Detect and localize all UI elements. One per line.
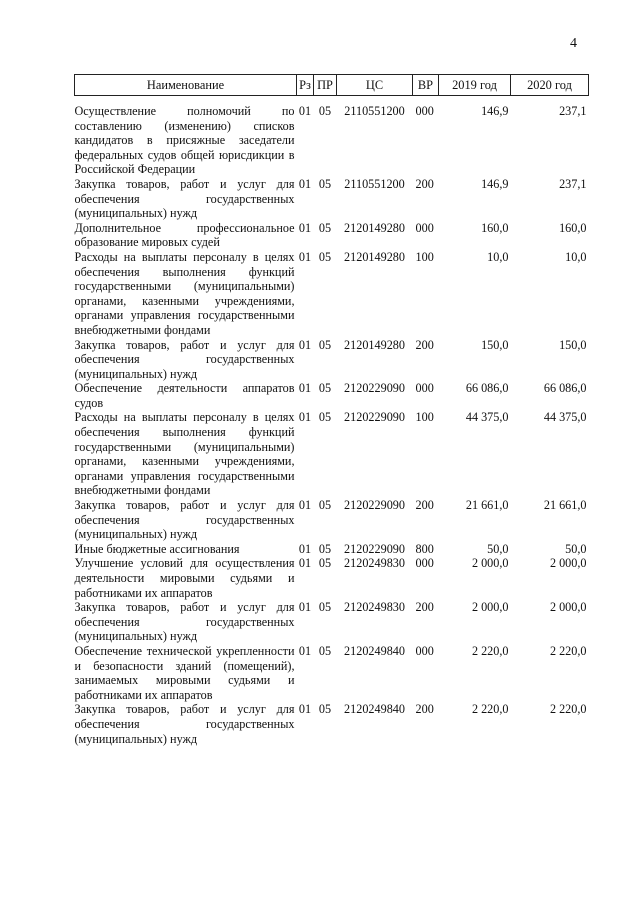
row-name: Закупка товаров, работ и услуг для обеспечения государственных (муниципальных) нужд: [74, 337, 295, 381]
row-2019: 146,9: [481, 104, 509, 118]
row-2019: 21 661,0: [465, 498, 509, 513]
row-rz: 01: [298, 220, 312, 235]
row-name: Расходы на выплаты персоналу в целях обеспечения выполнения функций государственными (муниципальными) органами, казенными учреждениями, органами управления государственными внебюджетными фондами: [74, 410, 295, 498]
row-2019: 2 000,0: [471, 600, 509, 615]
row-cs: 2120149280: [344, 337, 405, 352]
table-row: [75, 702, 589, 746]
row-rz: 01: [298, 541, 312, 556]
row-2020: 237,1: [559, 176, 587, 191]
row-rz: 01: [298, 556, 312, 571]
row-vr: 000: [415, 643, 434, 658]
row-2020: 160,0: [559, 220, 587, 235]
table-row: [75, 104, 589, 177]
row-cs: 2120149280: [344, 220, 405, 235]
row-2020: 10,0: [565, 249, 587, 264]
row-rz: 01: [298, 176, 312, 191]
row-name: Иные бюджетные ассигнования: [74, 541, 240, 556]
row-vr: 000: [415, 556, 434, 571]
row-rz: 01: [298, 249, 312, 264]
row-2020: 237,1: [559, 104, 587, 118]
row-cs: 2120149280: [344, 249, 405, 264]
row-cs: 2110551200: [344, 176, 405, 191]
row-name: Обеспечение деятельности аппаратов судов: [74, 381, 295, 410]
row-2020: 44 375,0: [543, 410, 587, 425]
table-body: [75, 96, 589, 747]
row-cs: 2120249830: [344, 600, 405, 615]
row-pr: 05: [318, 337, 332, 352]
row-name: Дополнительное профессиональное образование мировых судей: [74, 220, 295, 250]
row-pr: 05: [318, 381, 332, 396]
row-name: Закупка товаров, работ и услуг для обеспечения государственных (муниципальных) нужд: [74, 702, 295, 746]
row-cs: 2110551200: [344, 104, 405, 118]
row-vr: 000: [415, 381, 434, 396]
row-name: Расходы на выплаты персоналу в целях обеспечения выполнения функций государственными (муниципальными) органами, казенными учреждениями, органами управления государственными внебюджетными фондами: [74, 249, 295, 337]
row-2019: 50,0: [487, 541, 509, 556]
row-rz: 01: [298, 643, 312, 658]
row-pr: 05: [318, 410, 332, 425]
row-2019: 44 375,0: [465, 410, 509, 425]
header-cs: ЦС: [337, 75, 413, 96]
page-number: 4: [570, 36, 577, 51]
row-2019: 160,0: [481, 220, 509, 235]
row-2019: 146,9: [481, 176, 509, 191]
row-pr: 05: [318, 104, 332, 118]
row-cs: 2120229090: [344, 498, 405, 513]
row-vr: 000: [415, 220, 434, 235]
row-name: Закупка товаров, работ и услуг для обеспечения государственных (муниципальных) нужд: [74, 600, 295, 644]
row-vr: 200: [415, 498, 434, 513]
row-vr: 800: [415, 541, 434, 556]
row-rz: 01: [298, 104, 312, 118]
row-pr: 05: [318, 498, 332, 513]
row-2020: 50,0: [565, 541, 587, 556]
row-rz: 01: [298, 498, 312, 513]
row-name: Закупка товаров, работ и услуг для обеспечения государственных (муниципальных) нужд: [74, 176, 295, 221]
header-rz: Рз: [297, 75, 314, 96]
table-row: [75, 221, 589, 250]
row-2020: 150,0: [559, 337, 587, 352]
row-rz: 01: [298, 702, 312, 717]
row-cs: 2120249840: [344, 702, 405, 717]
row-pr: 05: [318, 600, 332, 615]
row-vr: 000: [415, 104, 434, 118]
table-row: [75, 381, 589, 410]
row-vr: 100: [415, 249, 434, 264]
row-cs: 2120249830: [344, 556, 405, 571]
row-2020: 2 000,0: [549, 556, 587, 571]
row-2019: 10,0: [487, 249, 509, 264]
row-2019: 150,0: [481, 337, 509, 352]
table-row: [75, 338, 589, 382]
header-2019: 2019 год: [439, 75, 511, 96]
header-2020: 2020 год: [511, 75, 589, 96]
row-name: Улучшение условий для осуществления деятельности мировыми судьями и работниками их аппаратов: [74, 556, 295, 600]
row-2020: 21 661,0: [543, 498, 587, 513]
row-2019: 66 086,0: [465, 381, 509, 396]
row-cs: 2120229090: [344, 410, 405, 425]
row-rz: 01: [298, 337, 312, 352]
row-2020: 2 220,0: [549, 643, 587, 658]
row-name: Обеспечение технической укрепленности и безопасности зданий (помещений), занимаемых мировыми судьями и работниками их аппаратов: [74, 643, 295, 702]
row-pr: 05: [318, 643, 332, 658]
row-pr: 05: [318, 556, 332, 571]
row-2019: 2 220,0: [471, 702, 509, 717]
row-cs: 2120249840: [344, 643, 405, 658]
row-2020: 66 086,0: [543, 381, 587, 396]
row-vr: 200: [415, 337, 434, 352]
table-row: [75, 410, 589, 498]
table-row: [75, 600, 589, 644]
row-rz: 01: [298, 600, 312, 615]
table-row: [75, 250, 589, 338]
header-vr: ВР: [413, 75, 439, 96]
row-2020: 2 220,0: [549, 702, 587, 717]
row-pr: 05: [318, 220, 332, 235]
table-row: [75, 177, 589, 221]
row-pr: 05: [318, 541, 332, 556]
table-row: [75, 556, 589, 600]
budget-table: [74, 74, 589, 746]
row-name: Закупка товаров, работ и услуг для обеспечения государственных (муниципальных) нужд: [74, 498, 295, 542]
row-2020: 2 000,0: [549, 600, 587, 615]
row-rz: 01: [298, 381, 312, 396]
row-rz: 01: [298, 410, 312, 425]
table-row: [75, 644, 589, 702]
row-vr: 200: [415, 600, 434, 615]
row-vr: 200: [415, 702, 434, 717]
row-vr: 100: [415, 410, 434, 425]
row-pr: 05: [318, 176, 332, 191]
table-header: [75, 75, 589, 96]
row-cs: 2120229090: [344, 541, 405, 556]
row-vr: 200: [415, 176, 434, 191]
table-row: [75, 542, 589, 557]
row-pr: 05: [318, 249, 332, 264]
row-pr: 05: [318, 702, 332, 717]
header-pr: ПР: [314, 75, 337, 96]
row-name: Осуществление полномочий по составлению (изменению) списков кандидатов в присяжные заседатели федеральных судов общей юрисдикции в Российской Федерации: [74, 104, 295, 177]
row-2019: 2 000,0: [471, 556, 509, 571]
row-2019: 2 220,0: [471, 643, 509, 658]
header-name: Наименование: [75, 75, 297, 96]
row-cs: 2120229090: [344, 381, 405, 396]
table-row: [75, 498, 589, 542]
